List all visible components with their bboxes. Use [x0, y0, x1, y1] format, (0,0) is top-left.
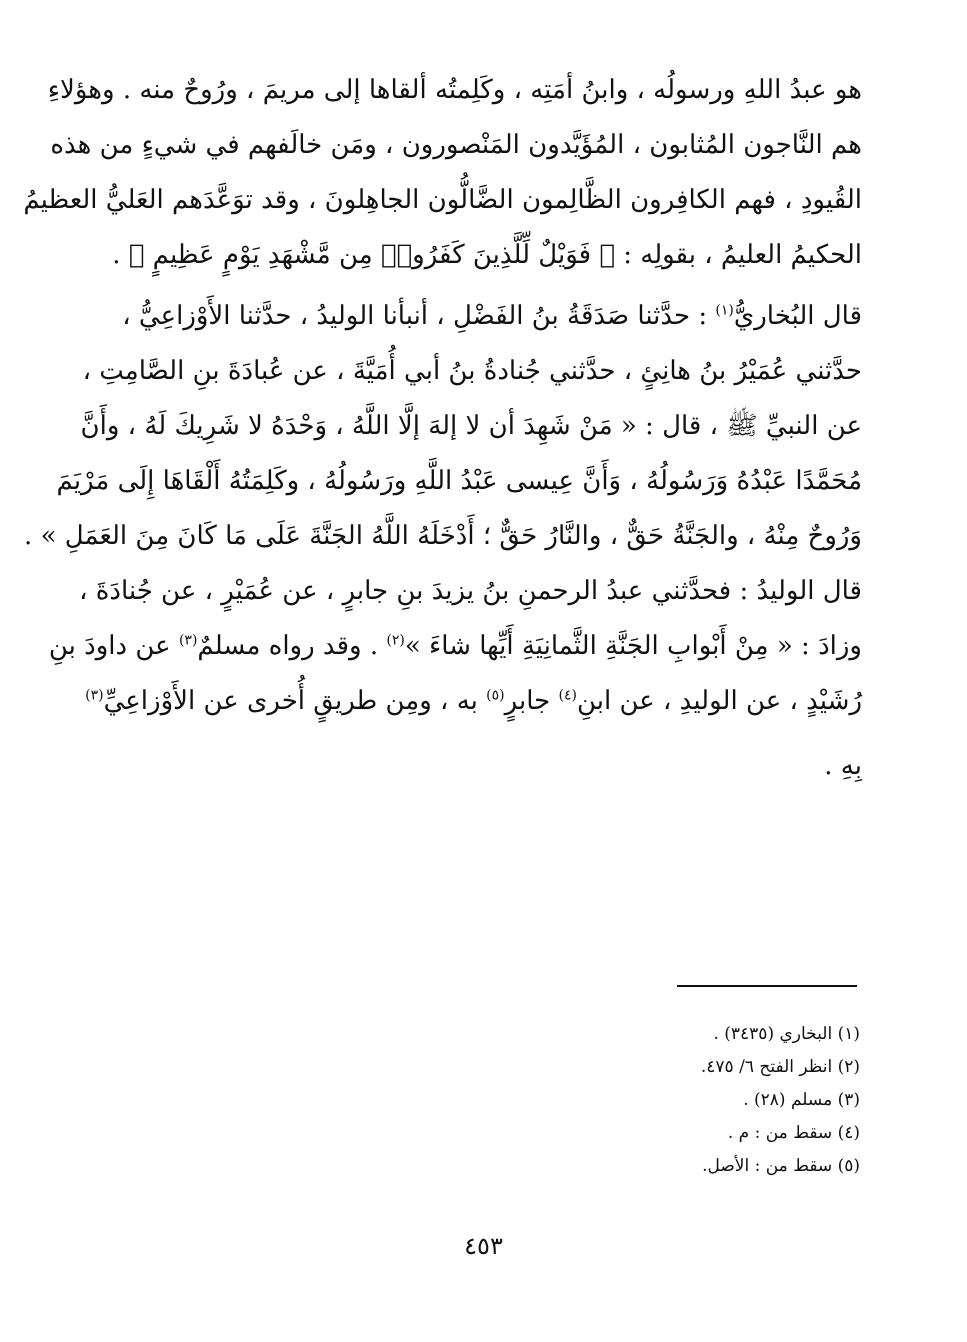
text-line: مُحَمَّدًا عَبْدُهُ وَرَسُولُهُ ، وَأَنَّ عِيسى عَبْدُ اللَّهِ ورَسُولُهُ ، وكَلِمَتُهُ أَلْقَاهَا إِلَى مَرْيَمَ — [56, 466, 862, 496]
footnote-ref[interactable]: (٣) — [178, 632, 198, 649]
footnotes — [460, 1018, 860, 1183]
footnote-ref[interactable]: (٤) — [558, 687, 577, 704]
text-line: الحكيمُ العليمُ ، بقولِه : ﴿ فَوَيْلٌ لِّلَّذِينَ كَفَرُوا۟ مِن مَّشْهَدِ يَوْمٍ عَظِيمٍ ﴾ . — [112, 240, 862, 270]
footnote-ref[interactable]: (٣) — [85, 687, 104, 704]
text-line: عن النبيِّ ﷺ ، قال : « مَنْ شَهِدَ أن لا إلهَ إلَّا اللَّهُ ، وَحْدَهُ لا شَرِيكَ لَهُ ، وأَنَّ — [80, 411, 862, 441]
text-line: قال الوليدُ : فحدَّثني عبدُ الرحمنِ بنُ يزيدَ بنِ جابرٍ ، عن عُمَيْرٍ ، عن جُنادَةَ ، — [79, 576, 862, 606]
footnote-item: (٤) سقط من : م . — [727, 1123, 860, 1143]
text-line: القُيودِ ، فهم الكافِرون الظَّالِمون الضَّالُّون الجاهِلونَ ، وقد توَعَّدَهم العَليُّ العظيمُ — [23, 185, 862, 215]
text-line: بِهِ . — [824, 751, 862, 781]
footnote-item: (٢) انظر الفتح ٦/ ٤٧٥. — [700, 1057, 860, 1077]
text-line: رُشَيْدٍ ، عن الوليدِ ، عن ابنِ$^{(٤)}$ جابرٍ$^{(٥)}$ به ، ومِن طريقٍ أُخرى عن الأَوْزاعِيِّ$^{(٣)}$ — [85, 686, 862, 716]
page-number: ٤٥٣ — [464, 1232, 503, 1260]
text-line: وزادَ : « مِنْ أَبْوابِ الجَنَّةِ الثَّمانِيَةِ أَيِّها شاءَ »$^{(٢)}$ . وقد رواه مسلمٌ$^{(٣)}$ عن داودَ بنِ — [48, 631, 862, 661]
footnote-ref[interactable]: (٢) — [386, 632, 405, 649]
footnote-ref[interactable]: (١) — [715, 302, 734, 319]
footnote-item: (٥) سقط من : الأصل. — [702, 1156, 860, 1176]
footnote-item: (٣) مسلم (٢٨) . — [743, 1090, 860, 1110]
text-line: حدَّثني عُمَيْرُ بنُ هانِئٍ ، حدَّثني جُنادةُ بنُ أبي أُمَيَّةَ ، عن عُبادَةَ بنِ الصَّامِتِ ، — [82, 356, 862, 386]
footnote-ref[interactable]: (٥) — [486, 687, 505, 704]
footnote-divider — [677, 985, 857, 987]
footnote-item: (١) البخاري (٣٤٣٥) . — [713, 1024, 860, 1044]
text-line: هو عبدُ اللهِ ورسولُه ، وابنُ أمَتِه ، وكَلِمتُه ألقاها إلى مريمَ ، ورُوحٌ منه . وهؤلاءِ — [47, 75, 862, 105]
text-line: قال البُخاريُّ$^{(١)}$ : حدَّثنا صَدَقَةُ بنُ الفَضْلِ ، أنبأنا الوليدُ ، حدَّثنا الأَوْزاعِيُّ ، — [122, 301, 862, 331]
text-line: وَرُوحٌ مِنْهُ ، والجَنَّةُ حَقٌّ ، والنَّارُ حَقٌّ ؛ أَدْخَلَهُ اللَّهُ الجَنَّةَ عَلَى مَا كَانَ مِنَ العَمَلِ » . — [24, 521, 862, 551]
text-line: هم النَّاجون المُثابون ، المُؤَيَّدون المَنْصورون ، ومَن خالَفهم في شيءٍ من هذه — [50, 130, 862, 160]
